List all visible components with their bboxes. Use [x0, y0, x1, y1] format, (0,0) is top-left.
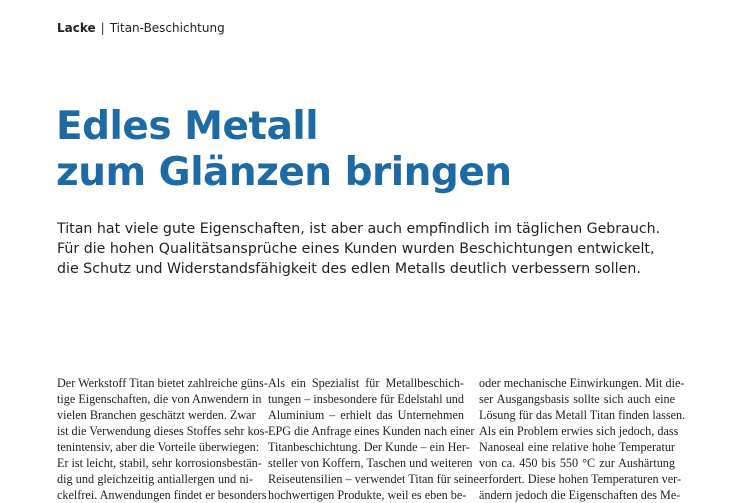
text-line: oder mechanische Einwirkungen. Mit die- [479, 376, 685, 390]
text-line: vielen Branchen geschätzt werden. Zwar [57, 408, 256, 422]
text-line: tungen – insbesondere für Edelstahl und [268, 392, 464, 406]
text-line: ckelfrei. Anwendungen findet er besonders [57, 488, 267, 502]
lead-line-3: die Schutz und Widerstandsfähigkeit des edlen Metalls deutlich verbessern sollen. [57, 261, 641, 277]
text-line: Als ein Spezialist für Metallbeschich- [268, 376, 464, 390]
text-line: Er ist leicht, stabil, sehr korrosionsbestän- [57, 456, 262, 470]
body-column-1 [57, 375, 269, 503]
text-line: Aluminium – erhielt das Unternehmen [268, 408, 464, 422]
text-line: Titanbeschichtung. Der Kunde – ein Her- [268, 440, 470, 454]
header-section: Lacke [57, 21, 96, 35]
text-line: Lösung für das Metall Titan finden lassen. [479, 408, 686, 422]
text-line: steller von Koffern, Taschen und weiteren [268, 456, 473, 470]
text-line: erfordert. Diese hohen Temperaturen ver- [479, 472, 682, 486]
header-separator: | [100, 21, 105, 35]
lead-line-1: Titan hat viele gute Eigenschaften, ist aber auch empfindlich im täglichen Gebrauch. [57, 221, 661, 237]
text-line: Nanoseal eine relative hohe Temperatur [479, 440, 675, 454]
text-line: ist die Verwendung dieses Stoffes sehr kos- [57, 424, 269, 438]
text-line: Der Werkstoff Titan bietet zahlreiche güns- [57, 376, 268, 390]
text-line: Als ein Problem erwies sich jedoch, dass [479, 424, 679, 438]
lead-line-2: Für die hohen Qualitätsansprüche eines Kunden wurden Beschichtungen entwickelt, [57, 241, 655, 257]
body-column-3 [479, 375, 686, 503]
text-line: ser Ausgangsbasis sollte sich auch eine [479, 392, 675, 406]
article-title [56, 104, 512, 196]
article-lead [57, 219, 660, 279]
text-line: Reiseutensilien – verwendet Titan für seine [268, 472, 479, 486]
running-header [57, 21, 225, 35]
title-line-1: Edles Metall [56, 104, 319, 149]
body-column-2 [268, 375, 479, 503]
title-line-2: zum Glänzen bringen [56, 150, 512, 195]
text-line: ändern jedoch die Eigenschaften des Me- [479, 488, 681, 502]
text-line: von ca. 450 bis 550 °C zur Aushärtung [479, 456, 675, 470]
text-line: hochwertigen Produkte, weil es eben be- [268, 488, 467, 502]
header-topic: Titan-Beschichtung [109, 21, 225, 35]
text-line: tenintensiv, aber die Vorteile überwiegen: [57, 440, 260, 454]
text-line: dig und gleichzeitig antiallergen und ni- [57, 472, 253, 486]
text-line: EPG die Anfrage eines Kunden nach einer [268, 424, 475, 438]
text-line: tige Eigenschaften, die von Anwendern in [57, 392, 262, 406]
